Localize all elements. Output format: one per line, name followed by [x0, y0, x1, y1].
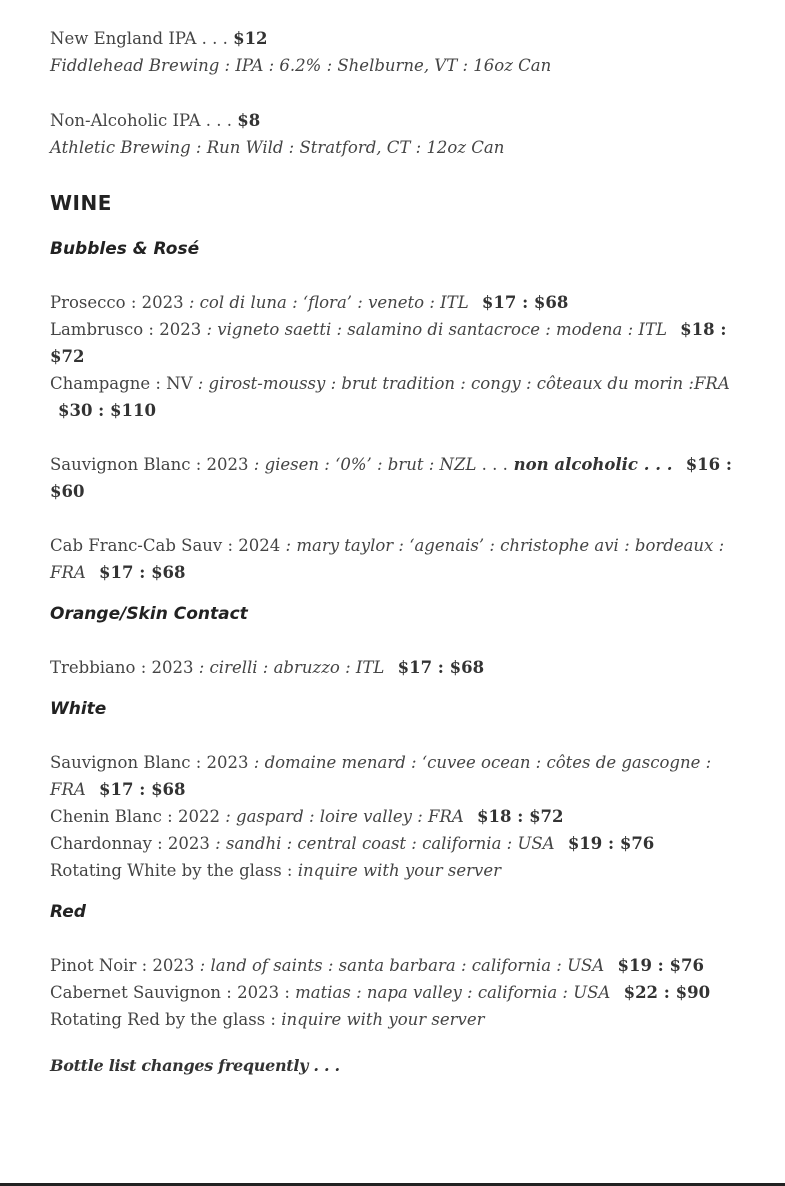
spacer: [50, 505, 740, 532]
wine-price: $17 : $68: [481, 293, 569, 312]
wine-details: : sandhi : central coast : california : USA: [209, 834, 555, 853]
wine-varietal: Cab Franc-Cab Sauv : 2024: [50, 536, 281, 555]
wine-details: : mary taylor : ‘agenais’ : christophe avi : bordeaux : FRA: [50, 536, 725, 582]
wine-item-champagne: [50, 370, 740, 424]
wine-item-cabernet-sauvignon: [50, 979, 740, 1006]
rotating-label: Rotating Red by the glass :: [50, 1010, 282, 1029]
beer-item: [50, 107, 740, 161]
menu-content: [50, 25, 740, 1079]
bubbles-list: [50, 289, 740, 424]
bottle-list-note: Bottle list changes frequently . . .: [50, 1056, 340, 1075]
beer-details: Fiddlehead Brewing : IPA : 6.2% : Shelburne, VT : 16oz Can: [50, 56, 552, 75]
white-heading: White: [50, 699, 107, 719]
wine-details: : col di luna : ‘flora’ : veneto : ITL: [183, 293, 469, 312]
wine-item-sauvignon-blanc: [50, 749, 740, 803]
wine-price: $17 : $68: [99, 780, 186, 799]
wine-varietal: Chenin Blanc : 2022: [50, 807, 220, 826]
wine-price: $19 : $76: [617, 956, 704, 975]
beer-name: New England IPA . . .: [50, 29, 228, 48]
wine-item-chenin-blanc: [50, 803, 740, 830]
wine-varietal: Sauvignon Blanc : 2023: [50, 753, 249, 772]
wine-details: : cirelli : abruzzo : ITL: [193, 658, 385, 677]
rotating-red: [50, 1006, 740, 1033]
wine-details: : gaspard : loire valley : FRA: [219, 807, 464, 826]
wine-varietal: Prosecco : 2023: [50, 293, 184, 312]
wine-details: : land of saints : santa barbara : california : USA: [194, 956, 605, 975]
wine-varietal: Chardonnay : 2023: [50, 834, 210, 853]
wine-details: : giesen : ‘0%’ : brut : NZL: [248, 455, 477, 474]
wine-details: : vigneto saetti : salamino di santacroce : modena : ITL: [201, 320, 667, 339]
wine-item-non-alcoholic: [50, 451, 740, 505]
wine-price: $19 : $76: [567, 834, 655, 853]
beer-name-line: [50, 25, 740, 52]
beer-item: [50, 25, 740, 79]
wine-dots: . . .: [476, 455, 508, 474]
wine-price: $18 : $72: [50, 320, 727, 366]
wine-varietal: Pinot Noir : 2023: [50, 956, 195, 975]
wine-price: $17 : $68: [99, 563, 186, 582]
bubbles-rose-heading: Bubbles & Rosé: [50, 239, 200, 259]
wine-item-chardonnay: [50, 830, 740, 857]
rotating-label: Rotating White by the glass :: [50, 861, 298, 880]
orange-skin-contact-heading: Orange/Skin Contact: [50, 604, 248, 624]
spacer: [50, 79, 740, 107]
wine-details: : domaine menard : ‘cuvee ocean : côtes de gascogne : FRA: [50, 753, 712, 799]
non-alcoholic-tag: non alcoholic . . .: [507, 455, 673, 474]
wine-varietal: Lambrusco : 2023: [50, 320, 202, 339]
wine-price: $30 : $110: [58, 401, 156, 420]
wine-details: : girost-moussy : brut tradition : congy : côteaux du morin :FRA: [192, 374, 730, 393]
beer-price: $12: [233, 29, 268, 48]
wine-details: matias : napa valley : california : USA: [295, 983, 611, 1002]
white-list: [50, 749, 740, 884]
wine-item-trebbiano: [50, 654, 740, 681]
rotating-white: [50, 857, 740, 884]
red-heading: Red: [50, 902, 86, 922]
wine-price: $16 : $60: [50, 455, 732, 501]
wine-varietal: Trebbiano : 2023: [50, 658, 194, 677]
wine-price: $18 : $72: [477, 807, 564, 826]
beer-details: Athletic Brewing : Run Wild : Stratford, CT : 12oz Can: [50, 138, 505, 157]
wine-price: $22 : $90: [623, 983, 711, 1002]
wine-item-pinot-noir: [50, 952, 740, 979]
red-list: [50, 952, 740, 1033]
wine-varietal: Sauvignon Blanc : 2023: [50, 455, 249, 474]
wine-item-cab-franc: [50, 532, 740, 586]
wine-item-lambrusco: [50, 316, 740, 370]
wine-item-prosecco: [50, 289, 740, 316]
rotating-note: inquire with your server: [281, 1010, 485, 1029]
beer-price: $8: [237, 111, 261, 130]
spacer: [50, 424, 740, 451]
beer-name: Non-Alcoholic IPA . . .: [50, 111, 233, 130]
beer-name-line: [50, 107, 740, 134]
wine-section-title: WINE: [50, 191, 112, 215]
rotating-note: inquire with your server: [297, 861, 502, 880]
wine-varietal: Cabernet Sauvignon : 2023 :: [50, 983, 296, 1002]
wine-price: $17 : $68: [397, 658, 485, 677]
wine-varietal: Champagne : NV: [50, 374, 193, 393]
